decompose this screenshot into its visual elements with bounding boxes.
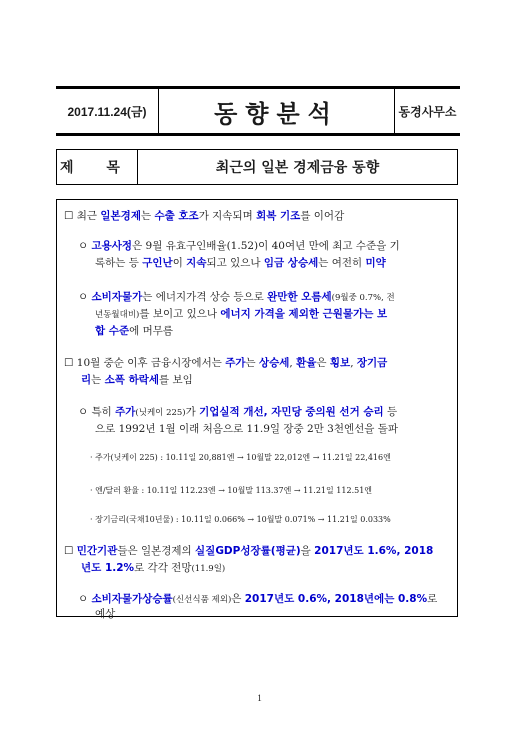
emphasis-text: 2017년도 0.6%, 2018년에는 0.8% xyxy=(244,593,428,605)
rich-text xyxy=(77,545,434,557)
section-3-sub-1-line-2 xyxy=(95,606,115,621)
body-text: 특히 xyxy=(91,406,116,418)
data-item-fx xyxy=(90,485,372,496)
body-text: 는 xyxy=(91,374,105,386)
body-text: 은 xyxy=(316,357,330,369)
body-text: , xyxy=(289,357,297,369)
emphasis-text: 주가 xyxy=(225,357,246,369)
section-2-main-line-2 xyxy=(81,372,193,387)
emphasis-text: 횡보 xyxy=(329,357,351,369)
note-text: (신선식품 제외) xyxy=(172,595,232,605)
rich-text xyxy=(95,423,398,435)
section-1-sub-2-line-1 xyxy=(78,289,395,304)
report-header xyxy=(56,86,460,136)
section-1-sub-1-line-1 xyxy=(78,238,400,253)
section-2-main-line-1 xyxy=(64,355,387,370)
content-box xyxy=(56,199,458,620)
body-text: , xyxy=(350,357,357,369)
body-text: 를 보이고 있으나 xyxy=(139,308,221,320)
emphasis-text: 임금 상승세 xyxy=(263,257,319,269)
emphasis-text: 는 보 xyxy=(363,308,388,320)
rich-text xyxy=(81,374,193,386)
body-text: 는 여전히 xyxy=(318,257,366,269)
rich-text xyxy=(77,357,388,369)
circle-bullet-icon: ㅇ xyxy=(78,593,89,605)
rich-text xyxy=(92,406,398,418)
body-text: 은 9월 유효구인배율(1.52)이 40여년 만에 최고 수준을 기 xyxy=(132,240,400,252)
data-item-text: 엔/달러 환율 : 10.11일 112.23엔 → 10월말 113.37엔 → 11.21일 112.51엔 xyxy=(95,486,373,495)
data-item-rate xyxy=(90,514,391,525)
report-date: 2017.11.24(금) xyxy=(67,104,147,119)
emphasis-text: 상승세 xyxy=(258,357,290,369)
rich-text xyxy=(95,325,173,337)
emphasis-text: 일본경제 xyxy=(100,210,141,222)
circle-bullet-icon: ㅇ xyxy=(78,240,89,252)
emphasis-text: 회복 기조 xyxy=(256,210,301,222)
body-text: 에 머무름 xyxy=(129,325,174,337)
section-1-main xyxy=(64,208,344,223)
body-text: 10월 중순 이후 금융시장에서는 xyxy=(76,357,226,369)
body-text: 가 xyxy=(185,406,200,418)
emphasis-text: 기업실적 개선, 자민당 중의원 선거 승리 xyxy=(199,406,384,418)
body-text: 등 xyxy=(383,406,398,418)
subject-row xyxy=(56,149,458,185)
emphasis-text: 주가 xyxy=(115,406,136,418)
rich-text xyxy=(92,291,395,303)
page-number: 1 xyxy=(257,693,262,703)
emphasis-text: 소비자물가 xyxy=(91,291,143,303)
rich-text xyxy=(77,210,344,222)
circle-bullet-icon: ㅇ xyxy=(78,406,89,418)
body-text: 가 지속되며 xyxy=(198,210,257,222)
emphasis-text: 수출 호조 xyxy=(154,210,199,222)
emphasis-text: 구인난 xyxy=(142,257,173,269)
square-bullet-icon: ☐ xyxy=(64,545,74,557)
emphasis-text: 합 수준 xyxy=(95,325,130,337)
body-text: 는 에너지가격 상승 등으로 xyxy=(142,291,268,303)
body-text: 은 xyxy=(231,593,245,605)
body-text: 예상 xyxy=(95,608,116,620)
body-text: 로 xyxy=(427,593,438,605)
emphasis-text: 장기금 xyxy=(356,357,388,369)
subject-text: 최근의 일본 경제금융 동향 xyxy=(215,160,380,176)
emphasis-text: 년도 1.2% xyxy=(81,562,135,574)
body-text: 로 각각 전망 xyxy=(134,562,192,574)
section-3-main-line-2 xyxy=(81,560,225,575)
rich-text xyxy=(81,562,225,574)
body-text: 을 xyxy=(300,545,315,557)
body-text: 를 보임 xyxy=(159,374,193,386)
emphasis-text: 지속 xyxy=(186,257,207,269)
section-1-sub-1-line-2 xyxy=(95,255,386,270)
emphasis-text: 실질GDP성장률(평균) xyxy=(195,545,301,557)
body-text: 는 xyxy=(140,210,155,222)
body-text: 으로 1992년 1월 이래 처음으로 11.9일 장중 2만 3천엔선을 돌파 xyxy=(95,423,399,435)
rich-text xyxy=(95,608,115,620)
rich-text xyxy=(95,308,387,320)
dot-bullet-icon: · xyxy=(90,453,93,462)
dot-bullet-icon: · xyxy=(90,486,93,495)
section-3-main-line-1 xyxy=(64,543,433,558)
data-item-text: 장기금리(국채10년물) : 10.11일 0.066% → 10월말 0.071% → 11.21일 0.033% xyxy=(95,515,391,524)
body-text: 되고 있으나 xyxy=(206,257,264,269)
emphasis-text: 소폭 하락세 xyxy=(104,374,160,386)
section-1-sub-2-line-2 xyxy=(95,306,387,321)
report-office: 동경사무소 xyxy=(398,104,457,119)
note-text: (9월중 0.7%, 전 xyxy=(331,293,395,303)
note-text: (11.9일) xyxy=(191,564,226,574)
note-text: 년동월대비) xyxy=(95,310,140,320)
section-3-sub-1-line-1 xyxy=(78,591,437,606)
rich-text xyxy=(92,593,438,605)
note-text: (닛케이 225) xyxy=(135,408,186,418)
dot-bullet-icon: · xyxy=(90,515,93,524)
report-title: 동향분석 xyxy=(214,99,339,128)
section-1-sub-2-line-3 xyxy=(95,323,173,338)
square-bullet-icon: ☐ xyxy=(64,210,74,222)
body-text: 록하는 등 xyxy=(95,257,143,269)
rich-text xyxy=(95,257,386,269)
body-text: 이 xyxy=(172,257,187,269)
body-text: 들은 일본경제의 xyxy=(117,545,196,557)
square-bullet-icon: ☐ xyxy=(64,357,74,369)
emphasis-text: 미약 xyxy=(365,257,386,269)
emphasis-text: 소비자물가상승률 xyxy=(91,593,173,605)
emphasis-text: 에너지 가격을 제외한 근원물가 xyxy=(220,308,364,320)
circle-bullet-icon: ㅇ xyxy=(78,291,89,303)
subject-label: 제 목 xyxy=(60,160,134,176)
body-text: 는 xyxy=(245,357,259,369)
emphasis-text: 환율 xyxy=(296,357,317,369)
emphasis-text: 2017년도 1.6%, 2018 xyxy=(314,545,434,557)
emphasis-text: 고용사정 xyxy=(91,240,133,252)
emphasis-text: 민간기관 xyxy=(76,545,118,557)
emphasis-text: 완만한 오름세 xyxy=(267,291,332,303)
body-text: 를 이어감 xyxy=(300,210,345,222)
header-bottom-rule xyxy=(56,133,460,136)
body-text: 최근 xyxy=(76,210,101,222)
data-item-stock xyxy=(90,452,391,463)
rich-text xyxy=(92,240,400,252)
section-2-sub-1-line-1 xyxy=(78,404,397,419)
data-item-text: 주가(닛케이 225) : 10.11일 20,881엔 → 10월말 22,012엔 → 11.21일 22,416엔 xyxy=(95,453,391,462)
section-2-sub-1-line-2 xyxy=(95,421,398,436)
emphasis-text: 리 xyxy=(81,374,92,386)
